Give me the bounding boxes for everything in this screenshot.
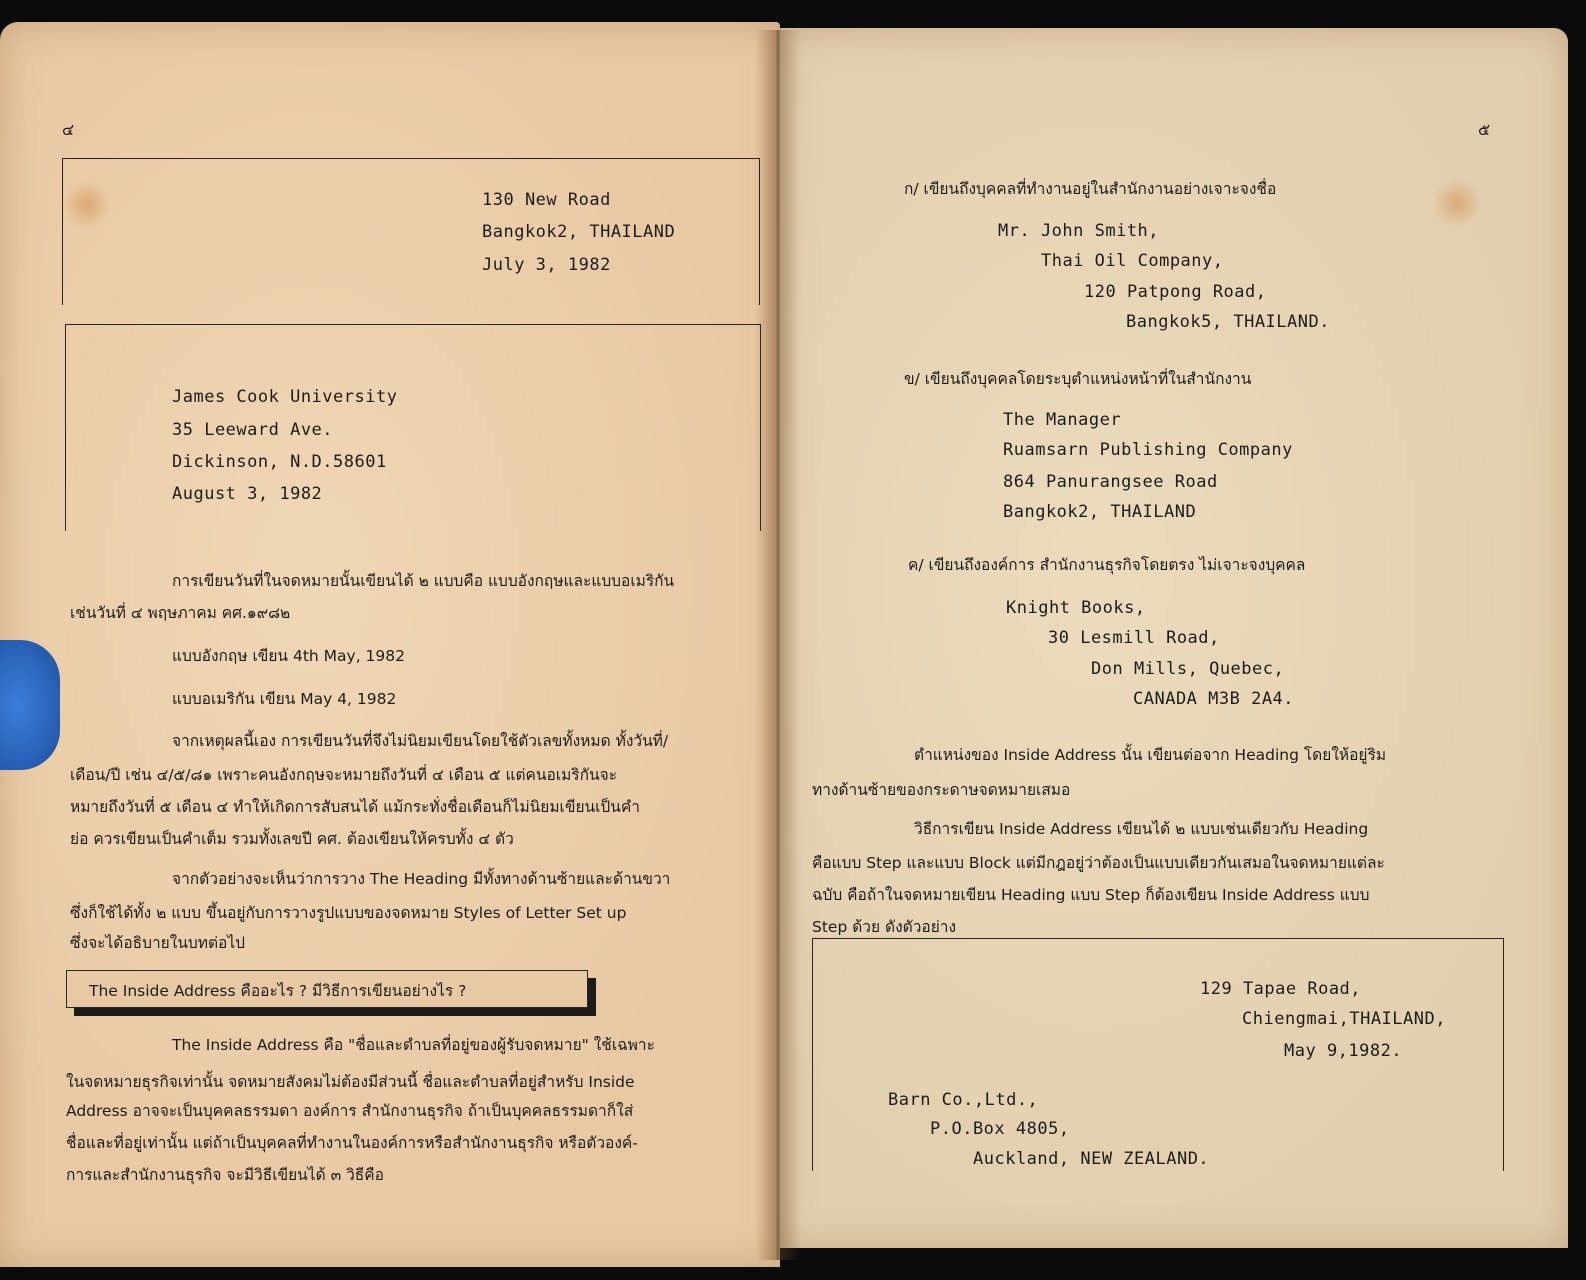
paragraph-line: การเขียนวันที่ในจดหมายนั้นเขียนได้ ๒ แบบคือ แบบอังกฤษและแบบอเมริกัน bbox=[172, 572, 675, 590]
item-c-address-line: Knight Books, bbox=[1006, 598, 1146, 618]
paragraph-line: ซึ่งก็ใช้ได้ทั้ง ๒ แบบ ขึ้นอยู่กับการวางรูปแบบของจดหมาย Styles of Letter Set up bbox=[70, 904, 627, 922]
paragraph-line: ฉบับ คือถ้าในจดหมายเขียน Heading แบบ Step ก็ต้องเขียน Inside Address แบบ bbox=[812, 886, 1370, 904]
item-b-address-line: 864 Panurangsee Road bbox=[1003, 472, 1218, 492]
item-a-address-line: 120 Patpong Road, bbox=[1084, 282, 1267, 302]
page-number-left: ๔ bbox=[62, 120, 75, 139]
paragraph-line: เดือน/ปี เช่น ๔/๕/๘๑ เพราะคนอังกฤษจะหมายถึงวันที่ ๔ เดือน ๕ แต่คนอเมริกันจะ bbox=[70, 766, 618, 784]
item-a-address-line: Bangkok5, THAILAND. bbox=[1126, 312, 1330, 332]
paragraph-line: การและสำนักงานธุรกิจ จะมีวิธีเขียนได้ ๓ วิธีคือ bbox=[66, 1166, 384, 1184]
paragraph-line: ในจดหมายธุรกิจเท่านั้น จดหมายสังคมไม่ต้องมีส่วนนี้ ชื่อและตำบลที่อยู่สำหรับ Inside bbox=[66, 1073, 635, 1091]
item-b-address-line: Bangkok2, THAILAND bbox=[1003, 502, 1197, 522]
item-a-address-line: Mr. John Smith, bbox=[998, 221, 1160, 241]
paragraph-line: จากตัวอย่างจะเห็นว่าการวาง The Heading มีทั้งทางด้านซ้ายและด้านขวา bbox=[172, 870, 671, 888]
item-a-label: ก/ เขียนถึงบุคคลที่ทำงานอยู่ในสำนักงานอย่างเจาะจงชื่อ bbox=[904, 180, 1277, 198]
item-a-address-line: Thai Oil Company, bbox=[1041, 251, 1224, 271]
paragraph-line: Address อาจจะเป็นบุคคลธรรมดา องค์การ สำนักงานธุรกิจ ถ้าเป็นบุคคลธรรมดาก็ใส่ bbox=[66, 1102, 634, 1120]
recipient-address-line: Dickinson, N.D.58601 bbox=[172, 452, 387, 472]
sender-address-line: July 3, 1982 bbox=[482, 255, 611, 275]
example-heading-line: May 9,1982. bbox=[1284, 1041, 1403, 1061]
paragraph-line: ตำแหน่งของ Inside Address นั้น เขียนต่อจาก Heading โดยให้อยู่ริม bbox=[914, 746, 1387, 764]
recipient-address-box bbox=[65, 324, 761, 531]
paragraph-line: The Inside Address คือ "ชื่อและตำบลที่อยู่ของผู้รับจดหมาย" ใช้เฉพาะ bbox=[172, 1036, 655, 1054]
paragraph-line: จากเหตุผลนี้เอง การเขียนวันที่จึงไม่นิยมเขียนโดยใช้ตัวเลขทั้งหมด ทั้งวันที่/ bbox=[172, 732, 669, 750]
recipient-address-line: James Cook University bbox=[172, 387, 398, 407]
book-gutter bbox=[756, 30, 800, 1260]
date-example-american: แบบอเมริกัน เขียน May 4, 1982 bbox=[172, 690, 397, 708]
example-heading-line: Chiengmai,THAILAND, bbox=[1242, 1009, 1446, 1029]
paragraph-line: คือแบบ Step และแบบ Block แต่มีกฎอยู่ว่าต้องเป็นแบบเดียวกันเสมอในจดหมายแต่ละ bbox=[812, 854, 1385, 872]
example-inside-address-line: P.O.Box 4805, bbox=[930, 1119, 1070, 1139]
sender-address-line: 130 New Road bbox=[482, 190, 611, 210]
date-example-english: แบบอังกฤษ เขียน 4th May, 1982 bbox=[172, 647, 405, 665]
example-inside-address-line: Barn Co.,Ltd., bbox=[888, 1090, 1039, 1110]
item-b-address-line: Ruamsarn Publishing Company bbox=[1003, 440, 1293, 460]
section-heading-box bbox=[66, 970, 588, 1008]
page-number-right: ๕ bbox=[1478, 120, 1491, 139]
recipient-address-line: 35 Leeward Ave. bbox=[172, 420, 334, 440]
item-b-label: ข/ เขียนถึงบุคคลโดยระบุตำแหน่งหน้าที่ในสำนักงาน bbox=[904, 370, 1252, 388]
paragraph-line: ซึ่งจะได้อธิบายในบทต่อไป bbox=[70, 934, 245, 952]
paragraph-line: ชื่อและที่อยู่เท่านั้น แต่ถ้าเป็นบุคคลที่ทำงานในองค์การหรือสำนักงานธุรกิจ หรือตัวองค์- bbox=[66, 1134, 638, 1152]
item-c-address-line: CANADA M3B 2A4. bbox=[1133, 689, 1295, 709]
paper-stain bbox=[1432, 178, 1482, 228]
example-heading-line: 129 Tapae Road, bbox=[1200, 979, 1362, 999]
item-c-address-line: 30 Lesmill Road, bbox=[1048, 628, 1220, 648]
paragraph-line: Step ด้วย ดังตัวอย่าง bbox=[812, 918, 957, 936]
example-inside-address-line: Auckland, NEW ZEALAND. bbox=[973, 1149, 1210, 1169]
paragraph-line: ทางด้านซ้ายของกระดาษจดหมายเสมอ bbox=[812, 781, 1071, 799]
paragraph-line: ย่อ ควรเขียนเป็นคำเต็ม รวมทั้งเลขปี คศ. ต้องเขียนให้ครบทั้ง ๔ ตัว bbox=[70, 830, 514, 848]
item-c-address-line: Don Mills, Quebec, bbox=[1091, 659, 1285, 679]
item-c-label: ค/ เขียนถึงองค์การ สำนักงานธุรกิจโดยตรง ไม่เจาะจงบุคคล bbox=[908, 556, 1306, 574]
sender-address-line: Bangkok2, THAILAND bbox=[482, 222, 676, 242]
blue-tape bbox=[0, 640, 60, 770]
item-b-address-line: The Manager bbox=[1003, 410, 1122, 430]
section-heading: The Inside Address คืออะไร ? มีวิธีการเขียนอย่างไร ? bbox=[89, 982, 467, 1000]
recipient-address-line: August 3, 1982 bbox=[172, 484, 323, 504]
paragraph-line: วิธีการเขียน Inside Address เขียนได้ ๒ แบบเช่นเดียวกับ Heading bbox=[914, 820, 1369, 838]
paragraph-line: เช่นวันที่ ๔ พฤษภาคม คศ.๑๙๘๒ bbox=[70, 604, 291, 622]
paragraph-line: หมายถึงวันที่ ๕ เดือน ๔ ทำให้เกิดการสับสนได้ แม้กระทั่งชื่อเดือนก็ไม่นิยมเขียนเป็นคำ bbox=[70, 798, 640, 816]
